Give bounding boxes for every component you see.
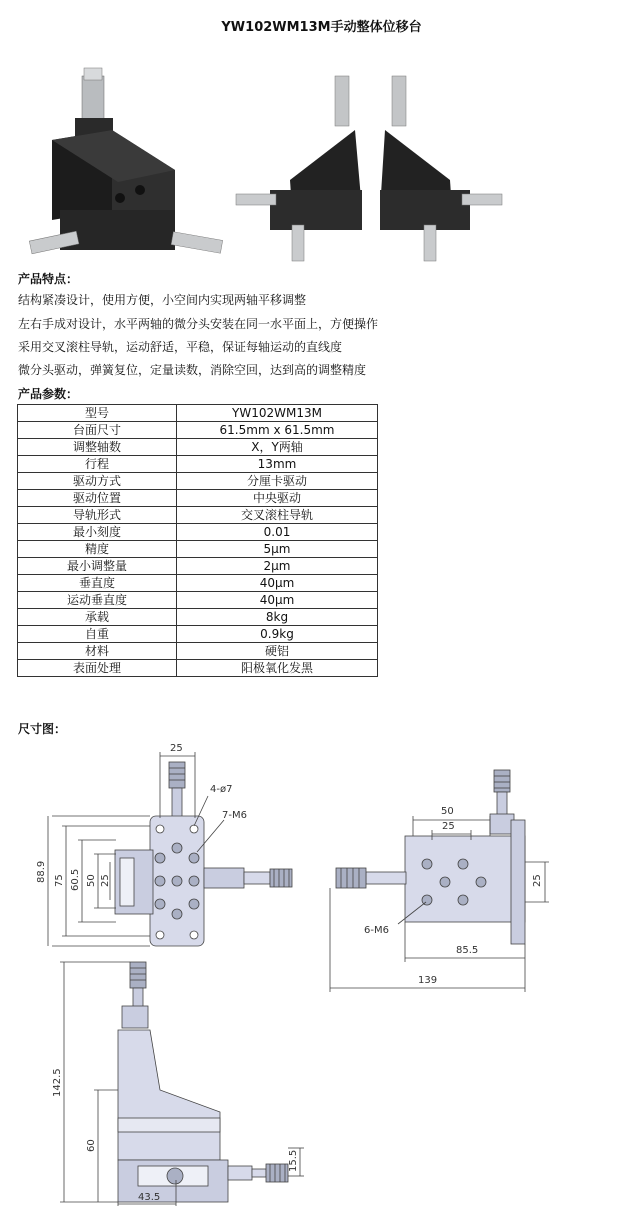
param-value: 13mm (177, 456, 378, 473)
param-value: 中央驱动 (177, 490, 378, 507)
table-row (18, 405, 378, 422)
params-table (17, 404, 378, 677)
param-value: 0.9kg (177, 626, 378, 643)
table-row (18, 473, 378, 490)
dim-h-total: 88.9 (36, 860, 47, 883)
table-row (18, 643, 378, 660)
table-row (18, 456, 378, 473)
table-row (18, 592, 378, 609)
dim-side-holes: 6-M6 (364, 925, 389, 936)
param-key: 导轨形式 (18, 507, 177, 524)
dim-side-85-5: 85.5 (456, 945, 479, 956)
table-row (18, 524, 378, 541)
dim-h-60-5: 60.5 (70, 868, 81, 891)
param-value: 40μm (177, 592, 378, 609)
param-key: 运动垂直度 (18, 592, 177, 609)
param-value: 5μm (177, 541, 378, 558)
table-row (18, 626, 378, 643)
param-key: 垂直度 (18, 575, 177, 592)
dimension-drawing (0, 740, 643, 1209)
feature-item: 采用交叉滚柱导轨，运动舒适，平稳，保证每轴运动的直线度 (18, 340, 343, 354)
dim-h-75: 75 (54, 874, 65, 887)
dim-h-25: 25 (100, 874, 111, 887)
param-value: 61.5mm x 61.5mm (177, 422, 378, 439)
side-view-drawing (330, 770, 549, 992)
table-row (18, 575, 378, 592)
table-row (18, 422, 378, 439)
feature-item: 微分头驱动，弹簧复位，定量读数，消除空回，达到高的调整精度 (18, 363, 367, 377)
dim-side-h25: 25 (532, 874, 543, 887)
param-key: 行程 (18, 456, 177, 473)
table-row (18, 439, 378, 456)
dim-top-width: 25 (170, 743, 183, 754)
top-view-drawing (48, 752, 292, 946)
param-value: 8kg (177, 609, 378, 626)
param-value: 40μm (177, 575, 378, 592)
table-row (18, 558, 378, 575)
dimensions-heading: 尺寸图： (18, 722, 67, 736)
dim-holes-b: 7-M6 (222, 810, 247, 821)
param-value: 阳极氧化发黑 (177, 660, 378, 677)
dim-front-60: 60 (86, 1139, 97, 1152)
dim-holes-a: 4-ø7 (210, 784, 233, 795)
param-key: 驱动方式 (18, 473, 177, 490)
param-value: YW102WM13M (177, 405, 378, 422)
dim-h-50: 50 (86, 874, 97, 887)
feature-item: 左右手成对设计，水平两轴的微分头安装在同一水平面上，方便操作 (18, 317, 379, 331)
table-row (18, 490, 378, 507)
param-key: 自重 (18, 626, 177, 643)
product-photos (0, 60, 643, 270)
feature-item: 结构紧凑设计，使用方便，小空间内实现两轴平移调整 (18, 293, 307, 307)
table-row (18, 541, 378, 558)
param-key: 最小调整量 (18, 558, 177, 575)
param-key: 最小刻度 (18, 524, 177, 541)
table-row (18, 660, 378, 677)
table-row (18, 609, 378, 626)
dim-side-25: 25 (442, 821, 455, 832)
product-photo-right (380, 76, 502, 261)
dim-front-43-5: 43.5 (138, 1192, 161, 1203)
dim-front-142-5: 142.5 (52, 1068, 63, 1097)
front-view-drawing (60, 962, 304, 1206)
param-key: 材料 (18, 643, 177, 660)
page-title: YW102WM13M手动整体位移台 (221, 20, 422, 35)
dim-side-50: 50 (441, 806, 454, 817)
param-key: 型号 (18, 405, 177, 422)
param-value: 0.01 (177, 524, 378, 541)
params-heading: 产品参数： (18, 387, 79, 401)
param-key: 表面处理 (18, 660, 177, 677)
param-value: 分厘卡驱动 (177, 473, 378, 490)
param-value: 交叉滚柱导轨 (177, 507, 378, 524)
param-key: 精度 (18, 541, 177, 558)
param-value: 硬铝 (177, 643, 378, 660)
param-value: X，Y两轴 (177, 439, 378, 456)
product-photo-left (236, 76, 362, 261)
dim-side-139: 139 (418, 975, 438, 986)
features-heading: 产品特点： (18, 272, 79, 286)
param-value: 2μm (177, 558, 378, 575)
param-key: 承载 (18, 609, 177, 626)
param-key: 调整轴数 (18, 439, 177, 456)
product-photo-main (29, 68, 222, 254)
param-key: 驱动位置 (18, 490, 177, 507)
param-key: 台面尺寸 (18, 422, 177, 439)
dim-front-15-5: 15.5 (288, 1149, 299, 1172)
table-row (18, 507, 378, 524)
